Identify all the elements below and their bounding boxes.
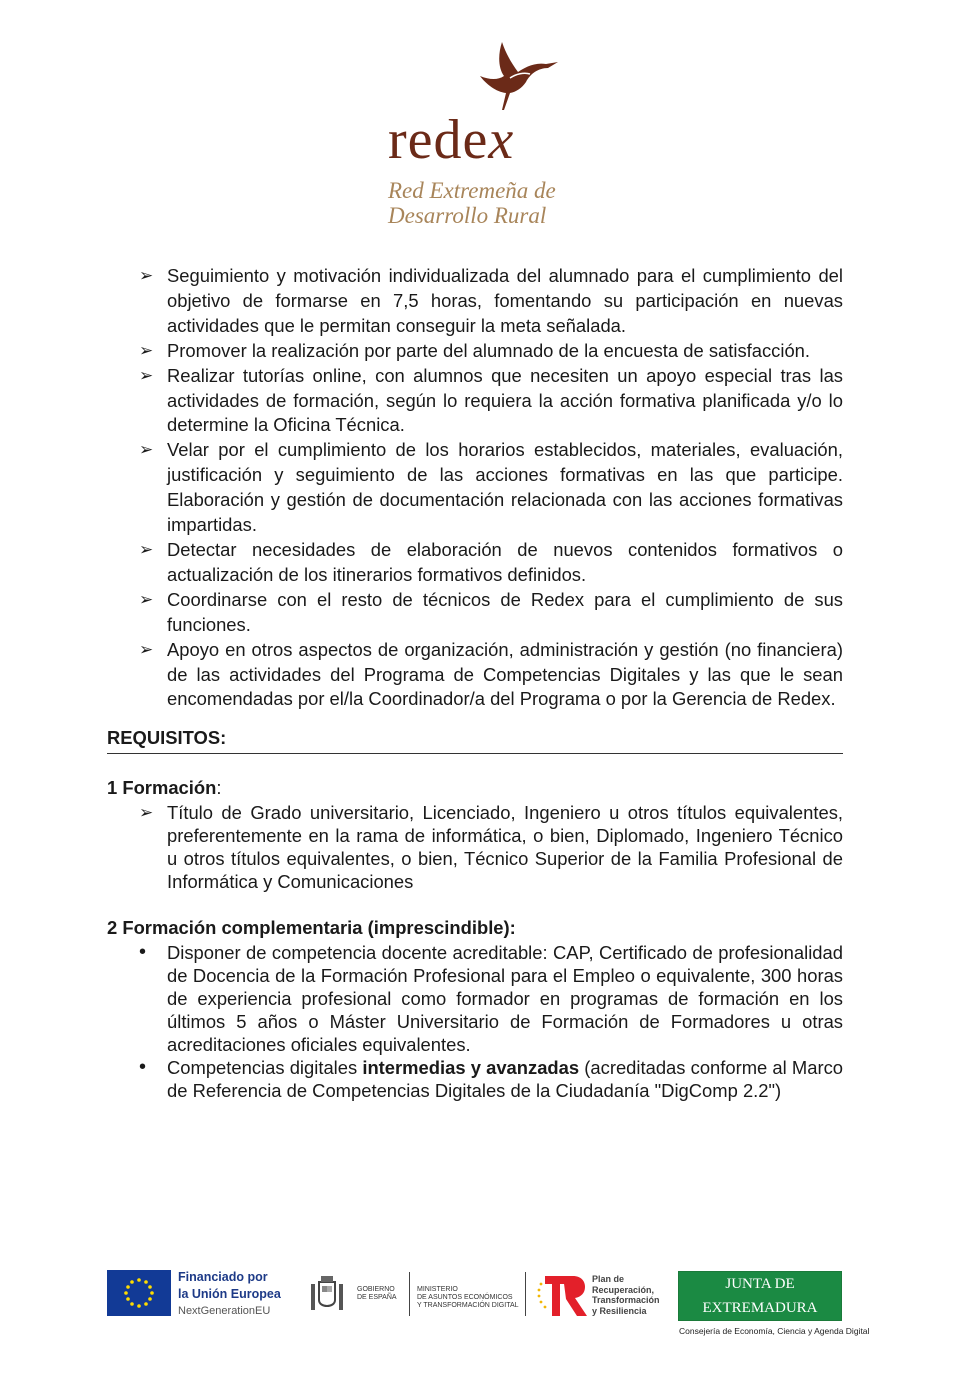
arrow-bullet-icon: ➢ bbox=[139, 589, 154, 609]
formacion-list bbox=[107, 801, 843, 893]
arrow-bullet-icon: ➢ bbox=[139, 539, 154, 559]
eu-flag-icon bbox=[107, 1270, 171, 1316]
functions-list bbox=[107, 264, 843, 712]
stork-bird-icon bbox=[472, 38, 562, 118]
arrow-bullet-icon: ➢ bbox=[139, 639, 154, 659]
arrow-bullet-icon: ➢ bbox=[139, 440, 154, 460]
list-item: ➢ Título de Grado universitario, Licenciado, Ingeniero u otros títulos equivalentes, preferentemente en la rama de informática, o bien, Diplomado, Ingeniero Técnico u otros títulos equivalentes, o bien, Técnico Superior de la Familia Profesional de Informática y Comunicaciones bbox=[139, 802, 843, 893]
arrow-bullet-icon: ➢ bbox=[139, 340, 154, 360]
list-item: ➢ Realizar tutorías online, con alumnos que necesiten un apoyo especial tras las actividades de formación, según lo requiera la acción formativa planificada y/o lo determine la Oficina Técnica. bbox=[139, 364, 843, 436]
plan-recuperacion-text: Plan de Recuperación, Transformación y Resiliencia bbox=[592, 1274, 660, 1316]
list-item: ➢ Apoyo en otros aspectos de organización, administración y gestión (no financiera) de las actividades del Programa de Competencias Digitales y las que le sean encomendadas por el/la Coordinador/a del Programa o por la Gerencia de Redex. bbox=[139, 638, 843, 710]
section-formacion-title: 1 Formación: bbox=[107, 777, 222, 799]
list-item: • Disponer de competencia docente acreditable: CAP, Certificado de profesionalidad de Docencia de la Formación Profesional para el Empleo o equivalente, 300 horas de experiencia profesional como formador en programas de formación en los últimos 5 años o Máster Universitario de Formación de Formadores u otras acreditaciones oficiales equivalentes. bbox=[139, 941, 843, 1056]
list-item: ➢ Coordinarse con el resto de técnicos de Redex para el cumplimiento de sus funciones. bbox=[139, 588, 843, 635]
eu-funding-text: Financiado por la Unión Europea NextGenerationEU bbox=[178, 1270, 281, 1317]
logo-wordmark: redex bbox=[388, 109, 515, 171]
formacion-complementaria-list bbox=[107, 941, 843, 1102]
arrow-bullet-icon: ➢ bbox=[139, 365, 154, 385]
document-body bbox=[107, 264, 843, 1102]
ministerio-text: MINISTERIO DE ASUNTOS ECONÓMICOS Y TRANSFORMACIÓN DIGITAL bbox=[417, 1286, 519, 1309]
list-item: ➢ Seguimiento y motivación individualizada del alumnado para el cumplimiento del objetivo de formarse en 7,5 horas, fomentando su participación en nuevas actividades que le permitan conseguir la meta señalada. bbox=[139, 265, 843, 336]
list-item: ➢ Detectar necesidades de elaboración de nuevos contenidos formativos o actualización de los itinerarios formativos definidos. bbox=[139, 538, 843, 585]
arrow-bullet-icon: ➢ bbox=[139, 803, 154, 823]
arrow-bullet-icon: ➢ bbox=[139, 266, 154, 285]
list-item: • Competencias digitales intermedias y avanzadas (acreditadas conforme al Marco de Referencia de Competencias Digitales de la Ciudadanía "DigComp 2.2") bbox=[139, 1056, 843, 1102]
redex-logo bbox=[380, 38, 580, 233]
divider bbox=[409, 1272, 410, 1316]
divider bbox=[525, 1272, 526, 1316]
junta-extremadura-logo: JUNTA DE EXTREMADURA Consejería de Economía, Ciencia y Agenda Digital bbox=[678, 1271, 842, 1321]
spain-coat-of-arms-icon bbox=[307, 1272, 347, 1316]
prtr-logo-icon bbox=[535, 1270, 587, 1320]
funding-logos-footer bbox=[107, 1266, 870, 1336]
list-item: ➢ Velar por el cumplimiento de los horarios establecidos, materiales, evaluación, justificación y seguimiento de las acciones formativas en las que participe. Elaboración y gestión de documentación relacionada con las acciones formativas impartidas. bbox=[139, 439, 843, 536]
requisitos-heading: REQUISITOS: bbox=[107, 726, 843, 754]
logo-subtitle: Red Extremeña de Desarrollo Rural bbox=[388, 178, 556, 228]
dot-bullet-icon: • bbox=[139, 941, 147, 964]
section-formacion-complementaria-title: 2 Formación complementaria (imprescindible): bbox=[107, 917, 516, 939]
gobierno-espana-text: GOBIERNO DE ESPAÑA bbox=[357, 1286, 397, 1301]
list-item: ➢ Promover la realización por parte del alumnado de la encuesta de satisfacción. bbox=[107, 339, 843, 364]
dot-bullet-icon: • bbox=[139, 1056, 147, 1079]
